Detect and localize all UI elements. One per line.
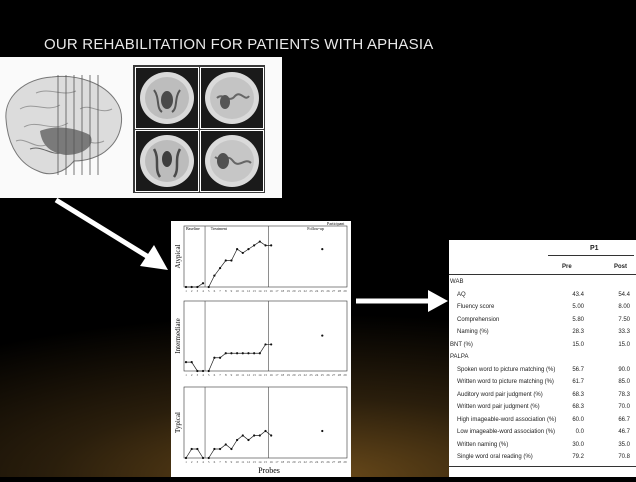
- followup-point: [321, 430, 323, 432]
- x-tick-label: 20: [292, 373, 296, 377]
- row-label: Single word oral reading (%): [457, 454, 533, 460]
- x-tick-label: 9: [230, 373, 233, 377]
- x-tick-label: 1: [185, 289, 187, 293]
- table-row: [449, 415, 636, 426]
- x-tick-label: 3: [196, 373, 199, 377]
- pre-value: 60.0: [572, 416, 584, 423]
- x-tick-label: 4: [202, 460, 204, 464]
- x-tick-label: 28: [337, 289, 341, 293]
- data-point: [191, 448, 193, 450]
- data-point: [219, 357, 221, 359]
- x-tick-label: 10: [235, 460, 239, 464]
- pre-value: 5.00: [572, 304, 584, 310]
- data-point: [259, 352, 261, 354]
- post-value: 90.0: [618, 366, 630, 373]
- data-point: [247, 248, 249, 250]
- x-tick-label: 27: [332, 460, 336, 464]
- data-point: [202, 457, 204, 459]
- table-row: [449, 427, 636, 438]
- probe-plots-chart: [171, 221, 351, 477]
- x-tick-label: 5: [207, 373, 210, 377]
- table-section-row: [449, 277, 636, 288]
- data-point: [247, 352, 249, 354]
- post-value: 8.00: [618, 304, 630, 310]
- mri-scan-4: [200, 130, 264, 192]
- x-tick-label: 19: [286, 460, 290, 464]
- pre-value: 28.3: [572, 329, 584, 335]
- x-tick-label: 20: [292, 460, 296, 464]
- x-tick-label: 8: [224, 289, 227, 293]
- x-tick-label: 17: [275, 460, 279, 464]
- row-label: Auditory word pair judgment (%): [457, 391, 543, 398]
- data-point: [253, 434, 255, 436]
- data-point: [185, 286, 187, 288]
- x-tick-label: 4: [202, 373, 204, 377]
- data-point: [185, 457, 187, 459]
- diagonal-arrow-icon: [50, 195, 180, 280]
- table-section-row: [449, 340, 636, 351]
- column-rule: [449, 274, 636, 275]
- x-tick-label: 28: [337, 373, 341, 377]
- treatment-line: [209, 344, 271, 371]
- row-label: AQ: [457, 291, 466, 298]
- x-tick-label: 11: [241, 373, 245, 377]
- x-tick-label: 26: [326, 289, 330, 293]
- x-tick-label: 18: [280, 373, 285, 377]
- probe-plots-figure: [171, 221, 351, 477]
- pre-value: 43.4: [572, 291, 584, 298]
- row-label: BNT (%): [450, 341, 473, 348]
- pre-value: 79.2: [572, 454, 584, 460]
- data-point: [196, 448, 198, 450]
- mri-scan-grid: [133, 65, 265, 193]
- x-tick-label: 6: [213, 373, 216, 377]
- x-tick-label: 13: [252, 460, 256, 464]
- data-point: [219, 448, 221, 450]
- x-tick-label: 6: [213, 289, 216, 293]
- data-point: [259, 434, 261, 436]
- data-point: [242, 434, 244, 436]
- x-tick-label: 2: [190, 289, 193, 293]
- slide-title: OUR REHABILITATION FOR PATIENTS WITH APHASIA: [44, 36, 434, 53]
- table-bottom-rule: [449, 466, 636, 467]
- post-value: 33.3: [618, 329, 630, 335]
- x-tick-label: 24: [315, 373, 319, 377]
- column-pre: Pre: [562, 264, 572, 270]
- x-tick-label: 21: [297, 289, 302, 293]
- post-value: 46.7: [618, 429, 630, 435]
- baseline-line: [186, 283, 203, 287]
- x-tick-label: 18: [280, 460, 285, 464]
- baseline-line: [186, 362, 203, 371]
- pre-value: 56.7: [572, 366, 584, 373]
- data-point: [225, 259, 227, 261]
- post-value: 35.0: [618, 441, 630, 448]
- x-tick-label: 9: [230, 289, 233, 293]
- data-point: [259, 240, 261, 242]
- row-label: Written word pair judgment (%): [457, 404, 540, 410]
- phase-label: Baseline: [186, 226, 200, 231]
- data-point: [213, 275, 215, 277]
- pre-value: 15.0: [572, 341, 584, 348]
- x-tick-label: 1: [185, 460, 187, 464]
- x-tick-label: 1: [185, 373, 187, 377]
- header-rule: [548, 255, 634, 256]
- mri-scan-2: [200, 67, 264, 129]
- data-point: [196, 286, 198, 288]
- data-point: [270, 343, 272, 345]
- x-tick-label: 8: [224, 373, 227, 377]
- x-tick-label: 17: [275, 373, 279, 377]
- x-tick-label: 29: [343, 289, 347, 293]
- x-tick-label: 5: [207, 289, 210, 293]
- x-tick-label: 17: [275, 289, 279, 293]
- x-tick-label: 16: [269, 460, 273, 464]
- data-point: [208, 457, 210, 459]
- table-row: [449, 402, 636, 413]
- data-point: [253, 352, 255, 354]
- pre-value: 68.3: [572, 404, 584, 410]
- row-label: High imageable-word association (%): [457, 416, 557, 423]
- post-value: 66.7: [618, 416, 630, 423]
- x-tick-label: 22: [303, 289, 307, 293]
- data-point: [208, 370, 210, 372]
- table-row: [449, 315, 636, 326]
- pre-value: 30.0: [572, 441, 584, 448]
- data-point: [236, 439, 238, 441]
- x-tick-label: 16: [269, 289, 273, 293]
- x-tick-label: 27: [332, 373, 336, 377]
- x-tick-label: 26: [326, 460, 330, 464]
- x-tick-label: 7: [219, 289, 221, 293]
- x-tick-label: 3: [196, 460, 199, 464]
- data-point: [264, 430, 266, 432]
- x-tick-label: 8: [224, 460, 227, 464]
- x-tick-label: 23: [309, 460, 313, 464]
- x-tick-label: 12: [246, 289, 251, 293]
- data-point: [236, 248, 238, 250]
- x-tick-label: 19: [286, 373, 290, 377]
- data-point: [264, 244, 266, 246]
- mri-scan-3: [135, 130, 199, 192]
- x-tick-label: 11: [241, 460, 245, 464]
- y-axis-label: Atypical: [174, 244, 182, 269]
- data-point: [270, 434, 272, 436]
- results-table: [449, 240, 636, 477]
- phase-label: Follow-up: [307, 226, 324, 231]
- data-point: [230, 448, 232, 450]
- x-tick-label: 14: [258, 373, 262, 377]
- participant-label: Participant: [327, 221, 345, 226]
- table-row: [449, 327, 636, 338]
- plot-frame: [184, 387, 347, 458]
- x-tick-label: 14: [258, 460, 262, 464]
- row-label: Naming (%): [457, 329, 489, 335]
- x-tick-label: 13: [252, 289, 256, 293]
- row-label: PALPA: [450, 354, 469, 360]
- data-point: [185, 361, 187, 363]
- data-point: [213, 357, 215, 359]
- x-tick-label: 7: [219, 373, 221, 377]
- x-tick-label: 27: [332, 289, 336, 293]
- data-point: [219, 267, 221, 269]
- phase-label: Treatment: [210, 226, 228, 231]
- x-tick-label: 2: [190, 373, 193, 377]
- post-value: 70.0: [618, 404, 630, 410]
- x-tick-label: 22: [303, 373, 307, 377]
- post-value: 7.50: [618, 316, 630, 323]
- mri-scan-1: [135, 67, 199, 129]
- x-tick-label: 12: [246, 373, 251, 377]
- followup-point: [321, 248, 323, 250]
- data-point: [202, 282, 204, 284]
- y-axis-label: Intermediate: [174, 318, 182, 354]
- row-label: Written word to picture matching (%): [457, 379, 554, 385]
- treatment-line: [209, 431, 271, 458]
- x-tick-label: 5: [207, 460, 210, 464]
- x-tick-label: 6: [213, 460, 216, 464]
- baseline-line: [186, 449, 203, 458]
- x-tick-label: 15: [263, 373, 268, 377]
- table-row: [449, 377, 636, 388]
- data-point: [230, 352, 232, 354]
- x-tick-label: 23: [309, 289, 313, 293]
- row-label: Comprehension: [457, 316, 500, 323]
- table-row: [449, 365, 636, 376]
- data-point: [236, 352, 238, 354]
- row-label: Low imageable-word association (%): [457, 429, 556, 435]
- table-row: [449, 452, 636, 463]
- pre-value: 61.7: [572, 379, 584, 385]
- x-tick-label: 25: [320, 373, 324, 377]
- post-value: 70.8: [618, 454, 630, 460]
- x-tick-label: 28: [337, 460, 341, 464]
- x-tick-label: 24: [315, 289, 319, 293]
- data-point: [191, 361, 193, 363]
- right-arrow-icon: [354, 288, 450, 314]
- data-point: [196, 370, 198, 372]
- x-tick-label: 21: [297, 373, 302, 377]
- table-row: [449, 390, 636, 401]
- treatment-line: [209, 242, 271, 287]
- row-label: Written naming (%): [457, 441, 509, 448]
- x-tick-label: 11: [241, 289, 245, 293]
- x-tick-label: 25: [320, 460, 324, 464]
- x-tick-label: 29: [343, 460, 347, 464]
- x-tick-label: 9: [230, 460, 233, 464]
- data-point: [213, 448, 215, 450]
- x-tick-label: 12: [246, 460, 251, 464]
- data-point: [253, 244, 255, 246]
- x-tick-label: 19: [286, 289, 290, 293]
- plot-frame: [184, 226, 347, 287]
- brain-illustration: [0, 57, 133, 198]
- data-point: [242, 352, 244, 354]
- x-tick-label: 2: [190, 460, 193, 464]
- x-tick-label: 25: [320, 289, 324, 293]
- pre-value: 68.3: [572, 391, 584, 398]
- data-point: [270, 244, 272, 246]
- y-axis-label: Typical: [174, 412, 182, 433]
- brain-figure: [0, 57, 282, 198]
- data-point: [247, 439, 249, 441]
- x-tick-label: 29: [343, 373, 347, 377]
- x-tick-label: 22: [303, 460, 307, 464]
- data-point: [225, 352, 227, 354]
- table-section-row: [449, 352, 636, 363]
- x-axis-label: Probes: [258, 466, 280, 475]
- data-point: [191, 286, 193, 288]
- row-label: Spoken word to picture matching (%): [457, 366, 556, 373]
- post-value: 85.0: [618, 379, 630, 385]
- data-point: [230, 259, 232, 261]
- row-label: WAB: [450, 279, 464, 285]
- data-point: [242, 252, 244, 254]
- x-tick-label: 14: [258, 289, 262, 293]
- participant-header: P1: [590, 245, 599, 252]
- x-tick-label: 21: [297, 460, 302, 464]
- data-point: [208, 286, 210, 288]
- x-tick-label: 15: [263, 460, 268, 464]
- post-value: 54.4: [618, 291, 630, 298]
- x-tick-label: 4: [202, 289, 204, 293]
- x-tick-label: 13: [252, 373, 256, 377]
- data-point: [264, 343, 266, 345]
- x-tick-label: 26: [326, 373, 330, 377]
- x-tick-label: 7: [219, 460, 221, 464]
- x-tick-label: 18: [280, 289, 285, 293]
- column-post: Post: [614, 264, 628, 270]
- x-tick-label: 3: [196, 289, 199, 293]
- x-tick-label: 20: [292, 289, 296, 293]
- table-row: [449, 302, 636, 313]
- x-tick-label: 10: [235, 373, 239, 377]
- table-row: [449, 290, 636, 301]
- table-row: [449, 440, 636, 451]
- x-tick-label: 16: [269, 373, 273, 377]
- x-tick-label: 15: [263, 289, 268, 293]
- pre-value: 0.0: [575, 429, 584, 435]
- x-tick-label: 10: [235, 289, 239, 293]
- pre-value: 5.80: [572, 316, 584, 323]
- data-point: [202, 370, 204, 372]
- data-point: [225, 443, 227, 445]
- x-tick-label: 23: [309, 373, 313, 377]
- post-value: 78.3: [618, 391, 630, 398]
- x-tick-label: 24: [315, 460, 319, 464]
- row-label: Fluency score: [457, 304, 495, 310]
- post-value: 15.0: [618, 341, 630, 348]
- followup-point: [321, 334, 323, 336]
